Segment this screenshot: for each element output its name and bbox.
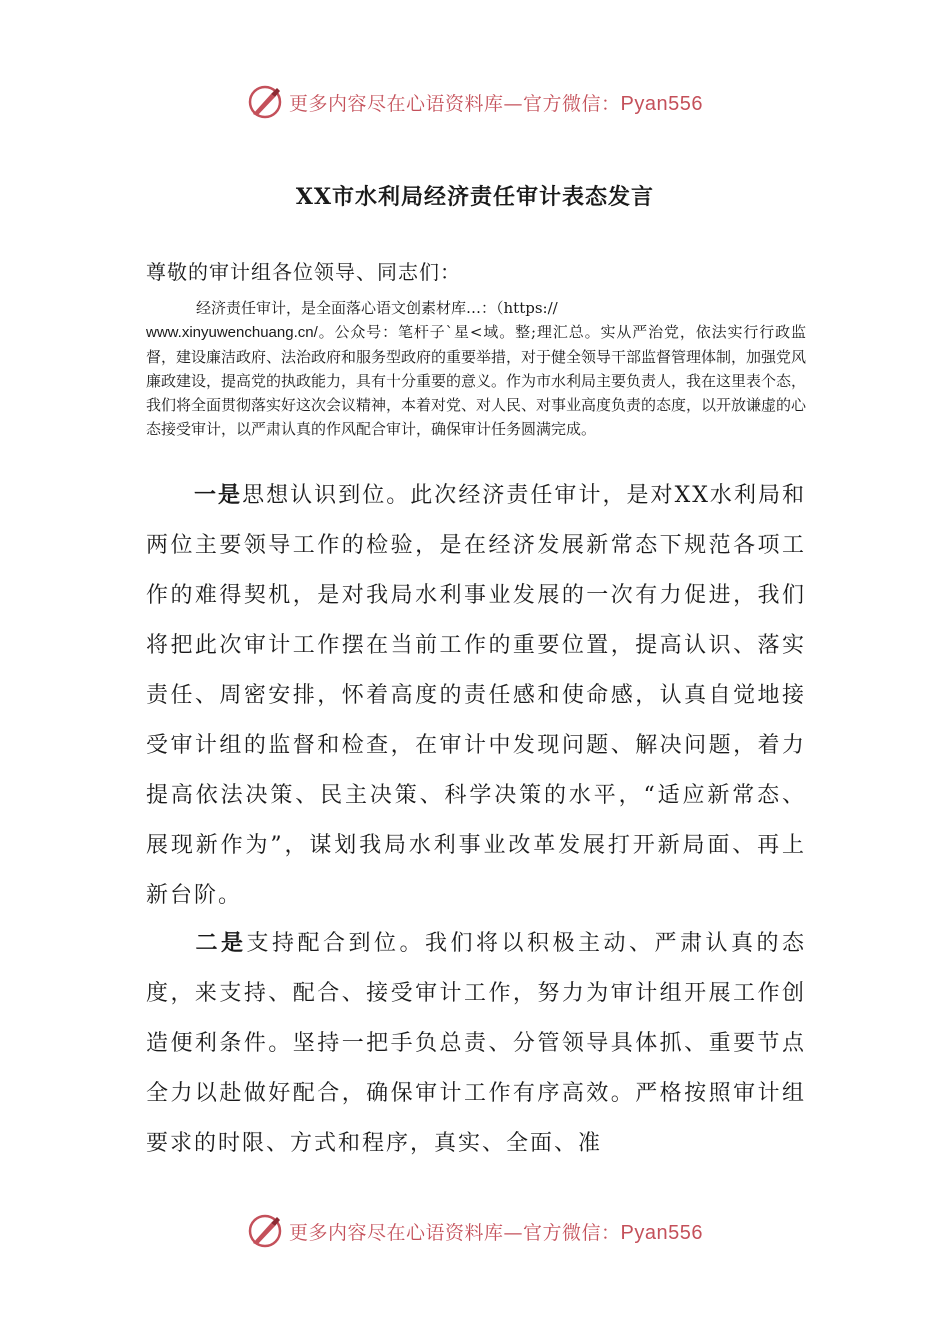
paragraph-two: 二是支持配合到位。我们将以积极主动、严肃认真的态度，来支持、配合、接受审计工作，努力为审计组开展工作创造便利条件。坚持一把手负总责、分管领导具体抓、重要节点全力以赴做好配合，确保审计工作有序高效。严格按照审计组要求的时限、方式和程序，真实、全面、准 — [146, 930, 806, 1156]
footer-banner — [0, 1211, 950, 1251]
wechat-id: Pyan556 — [620, 1221, 703, 1244]
paragraph-one: 一是思想认识到位。此次经济责任审计，是对XX水利局和两位主要领导工作的检验，是在经济发展新常态下规范各项工作的难得契机，是对我局水利事业发展的一次有力促进，我们将把此次审计工作摆在当前工作的重要位置，提高认识、落实责任、周密安排，怀着高度的责任感和使命感，认真自觉地接受审计组的监督和检查，在审计中发现问题、解决问题，着力提高依法决策、民主决策、科学决策的水平，“适应新常态、展现新作为”，谋划我局水利事业改革发展打开新局面、再上新台阶。 — [146, 482, 806, 908]
document-title: XX市水利局经济责任审计表态发言 — [295, 184, 655, 210]
pen-logo-icon — [247, 1213, 283, 1249]
pen-logo-icon — [247, 84, 283, 120]
wechat-id: Pyan556 — [620, 92, 703, 115]
header-banner-text: 更多内容尽在心语资料库—官方微信：Pyan556 — [289, 92, 703, 115]
intro-paragraph: 经济责任审计，是全面落心语文创素材库…：（https:// www.xinyuwenchuang.cn/。公众号：笔杆子`星<域。整;理汇总。实从严治党，依法实行行政监督，建设廉洁政府、法治政府和服务型政府的重要举措，对于健全领导干部监督管理体制，加强党风廉政建设，提高党的执政能力，具有十分重要的意义。作为市水利局主要负责人，我在这里表个态，我们将全面贯彻落实好这次会议精神，本着对党、对人民、对事业高度负责的态度，以开放谦虚的心态接受审计，以严肃认真的作风配合审计，确保审计任务圆满完成。 — [146, 299, 807, 438]
website-link[interactable]: www.xinyuwenchuang.cn/ — [146, 324, 318, 341]
salutation: 尊敬的审计组各位领导、同志们： — [146, 260, 461, 284]
paragraph-two-lead: 二是 — [194, 930, 247, 956]
footer-banner-text: 更多内容尽在心语资料库—官方微信：Pyan556 — [289, 1221, 703, 1244]
paragraph-one-lead: 一是 — [194, 482, 243, 508]
header-banner — [0, 82, 950, 122]
